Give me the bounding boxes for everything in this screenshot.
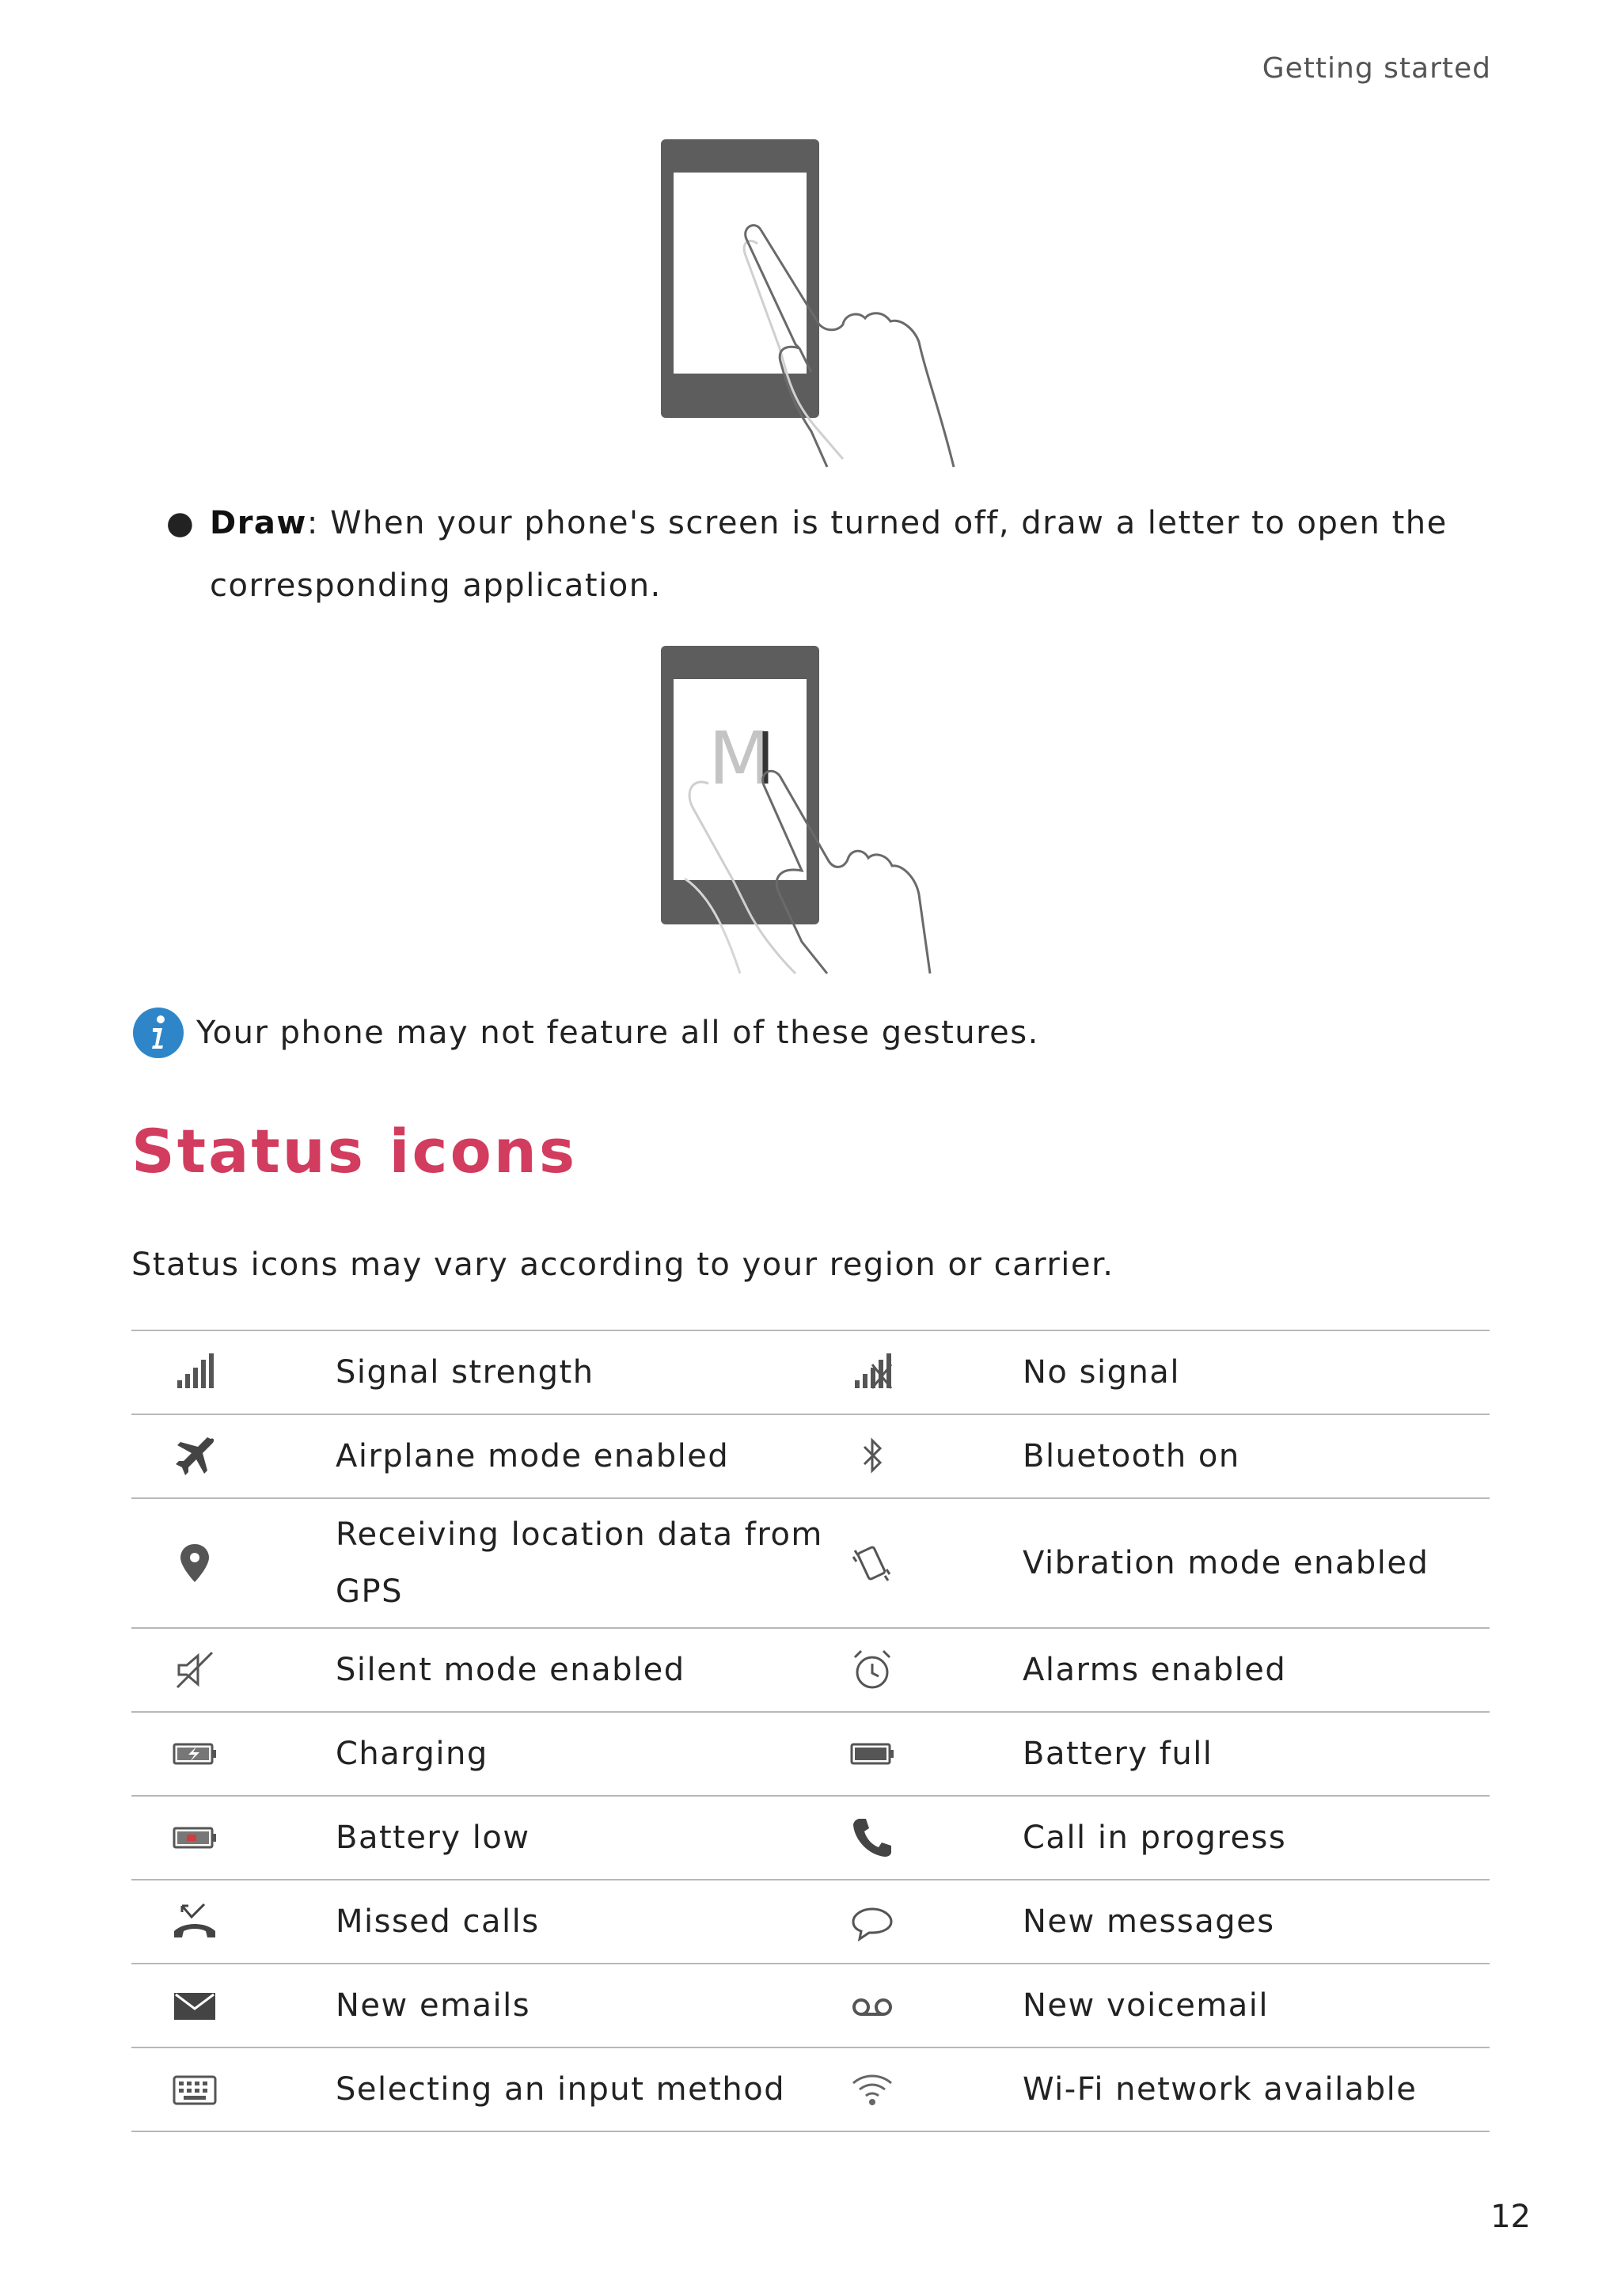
table-row [131,1964,1490,2047]
icon-label: Battery low [336,1820,530,1856]
icon-cell [825,1414,920,1498]
icon-label: Call in progress [1023,1820,1287,1856]
icon-label-line: GPS [336,1573,404,1610]
bullet-text [210,492,1512,617]
section-intro: Status icons may vary according to your region or carrier. [131,1247,1114,1283]
icon-label: New messages [1023,1903,1275,1940]
icon-cell [825,1880,920,1964]
airplane-icon [171,1433,218,1480]
voicemail-icon [848,1982,896,2029]
phone-call-icon [848,1814,896,1861]
table-row [131,1796,1490,1880]
icon-label: Selecting an input method [336,2071,786,2108]
battery-charging-icon [171,1730,218,1778]
wifi-icon [848,2066,896,2113]
icon-cell [825,1964,920,2047]
icon-cell [825,1498,920,1628]
bluetooth-icon [848,1433,896,1480]
icon-label: No signal [1023,1354,1180,1391]
icon-cell [131,1330,258,1414]
info-note [131,1005,1039,1061]
alarm-clock-icon [848,1646,896,1694]
missed-call-icon [171,1898,218,1945]
icon-cell [131,1498,258,1628]
icon-label: Signal strength [336,1354,594,1391]
message-bubble-icon [848,1898,896,1945]
icon-cell [825,1330,920,1414]
icon-label-multiline [258,1498,825,1628]
bullet-dot: ● [166,505,196,541]
page-number: 12 [1490,2199,1531,2235]
table-row [131,1628,1490,1712]
section-title: Status icons [131,1116,578,1186]
location-pin-icon [171,1539,218,1587]
icon-cell [131,1880,258,1964]
icon-label: Alarms enabled [1023,1652,1287,1688]
table-row [131,1880,1490,1964]
gesture-draw-illustration [661,641,946,989]
icon-cell [131,1712,258,1796]
icon-label: Vibration mode enabled [1023,1545,1429,1581]
icon-cell [131,2047,258,2131]
keyboard-icon [171,2066,218,2113]
icon-label: New voicemail [1023,1987,1270,2024]
icon-cell [131,1796,258,1880]
icon-cell [131,1628,258,1712]
status-icons-table [131,1330,1490,2132]
silent-mode-icon [171,1646,218,1694]
table-row [131,1330,1490,1414]
icon-cell [825,2047,920,2131]
running-header: Getting started [1262,52,1491,85]
icon-cell [131,1964,258,2047]
no-signal-icon [848,1349,896,1396]
icon-cell [825,1712,920,1796]
table-row [131,1712,1490,1796]
signal-strength-icon [171,1349,218,1396]
drawn-letter: M [708,716,772,801]
battery-low-icon [171,1814,218,1861]
gesture-tap-illustration [661,135,993,483]
icon-label: Wi-Fi network available [1023,2071,1418,2108]
info-icon [131,1006,185,1060]
table-row [131,1414,1490,1498]
note-text: Your phone may not feature all of these gestures. [196,1015,1039,1051]
icon-label: Airplane mode enabled [336,1438,730,1474]
battery-full-icon [848,1730,896,1778]
icon-label: Silent mode enabled [336,1652,685,1688]
table-row [131,1498,1490,1628]
icon-label: Missed calls [336,1903,540,1940]
envelope-icon [171,1982,218,2029]
icon-cell [825,1628,920,1712]
table-row [131,2047,1490,2131]
vibration-icon [848,1539,896,1587]
icon-cell [825,1796,920,1880]
bullet-draw [166,492,1512,617]
icon-label: New emails [336,1987,531,2024]
bullet-term: Draw [210,505,307,541]
icon-label: Bluetooth on [1023,1438,1240,1474]
bullet-description: : When your phone's screen is turned off, draw a letter to open the corresponding application. [210,505,1448,604]
icon-label: Battery full [1023,1736,1213,1772]
icon-label-line: Receiving location data from [336,1516,823,1553]
icon-cell [131,1414,258,1498]
icon-label: Charging [336,1736,488,1772]
